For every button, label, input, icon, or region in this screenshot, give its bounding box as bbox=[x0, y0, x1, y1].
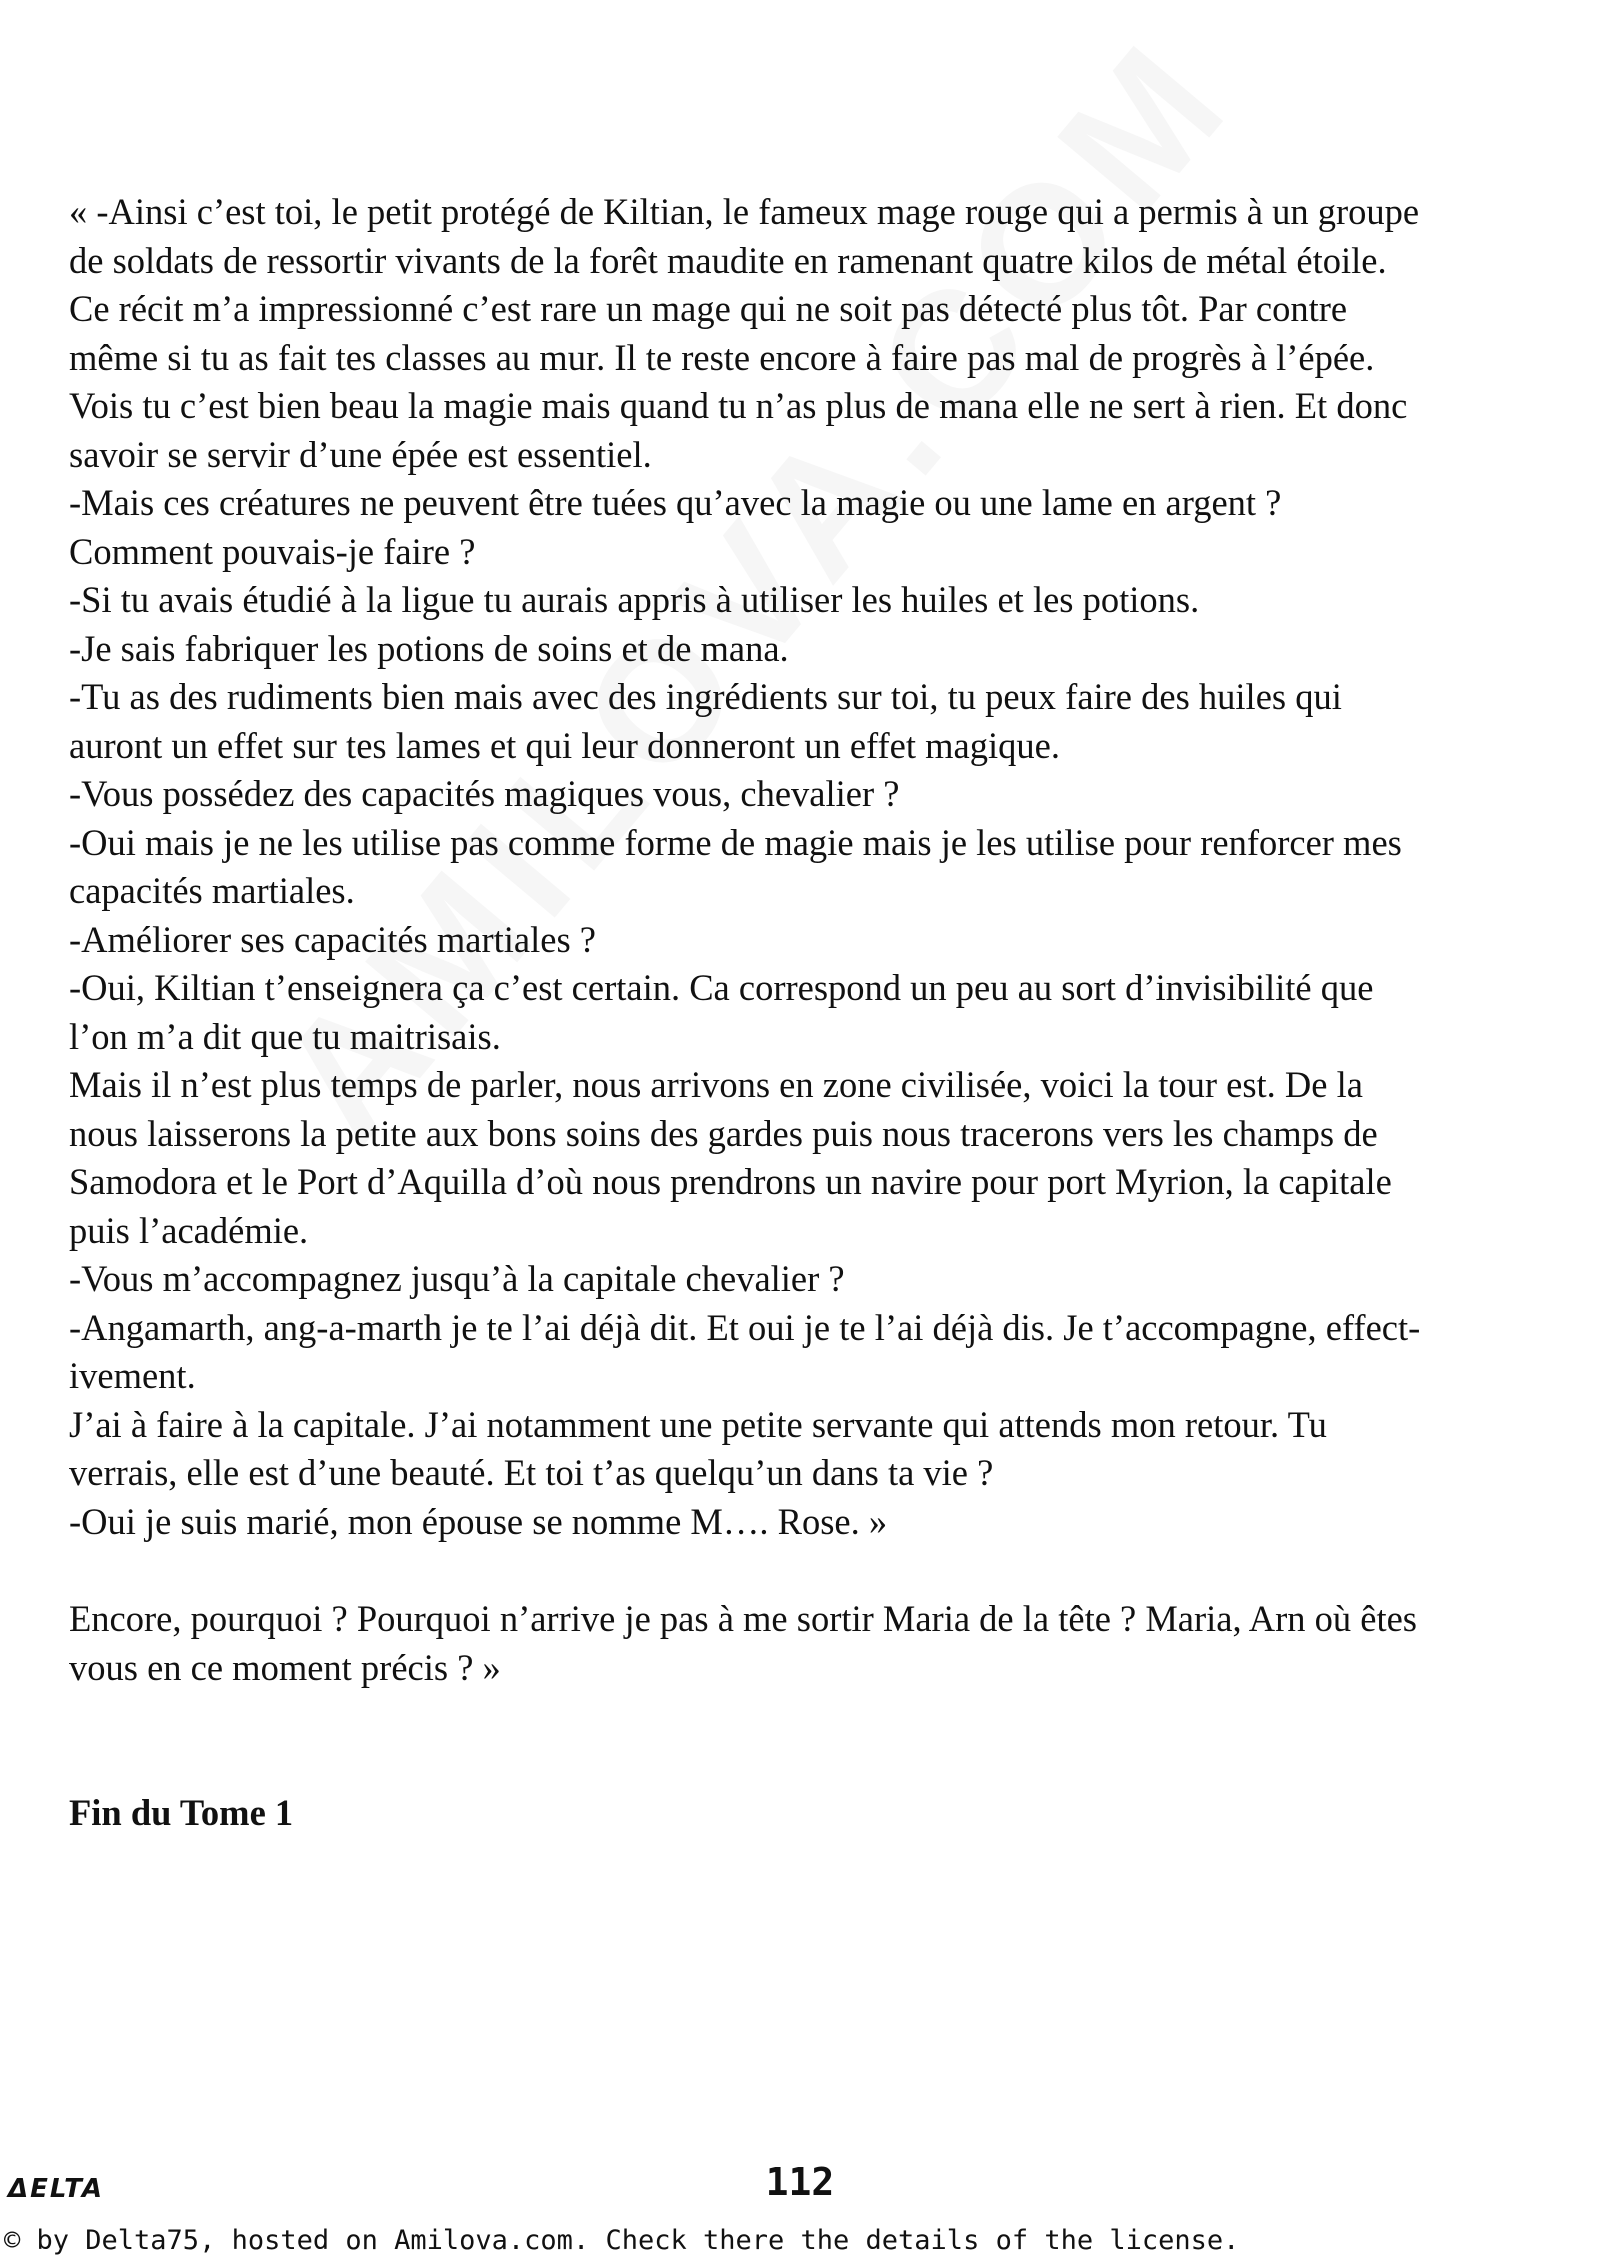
section-gap bbox=[69, 1692, 1584, 1789]
dialogue-paragraph bbox=[69, 188, 1584, 1546]
text-line: -Je sais fabriquer les potions de soins et de mana. bbox=[69, 627, 789, 669]
text-line: vous en ce moment précis ? » bbox=[69, 1646, 501, 1688]
delta-logo: ΔELTA bbox=[8, 2174, 104, 2204]
text-line: même si tu as fait tes classes au mur. Il te reste encore à faire pas mal de progrès à l’épée. bbox=[69, 336, 1375, 378]
text-line: auront un effet sur tes lames et qui leur donneront un effet magique. bbox=[69, 724, 1060, 766]
text-line: -Améliorer ses capacités martiales ? bbox=[69, 918, 596, 960]
page-number: 112 bbox=[765, 2160, 835, 2204]
text-line: -Tu as des rudiments bien mais avec des ingrédients sur toi, tu peux faire des huiles qui bbox=[69, 676, 1342, 717]
text-line: « -Ainsi c’est toi, le petit protégé de Kiltian, le fameux mage rouge qui a permis à un groupe bbox=[69, 191, 1420, 232]
text-line: -Oui je suis marié, mon épouse se nomme M…. Rose. » bbox=[69, 1500, 888, 1542]
text-line: savoir se servir d’une épée est essentiel. bbox=[69, 433, 652, 475]
paragraph-gap bbox=[69, 1546, 1584, 1595]
text-line: J’ai à faire à la capitale. J’ai notamment une petite servante qui attends mon retour. Tu bbox=[69, 1403, 1327, 1445]
text-line: Comment pouvais-je faire ? bbox=[69, 530, 476, 572]
page-body bbox=[69, 188, 1584, 1838]
text-line: Mais il n’est plus temps de parler, nous arrivons en zone civilisée, voici la tour est. De la bbox=[69, 1064, 1363, 1105]
text-line: puis l’académie. bbox=[69, 1209, 309, 1251]
text-line: -Vous possédez des capacités magiques vous, chevalier ? bbox=[69, 773, 900, 814]
text-line: verrais, elle est d’une beauté. Et toi t’as quelqu’un dans ta vie ? bbox=[69, 1452, 994, 1493]
text-line: de soldats de ressortir vivants de la forêt maudite en ramenant quatre kilos de métal étoile. bbox=[69, 239, 1387, 281]
end-of-volume-title: Fin du Tome 1 bbox=[69, 1792, 294, 1833]
text-line: -Oui mais je ne les utilise pas comme forme de magie mais je les utilise pour renforcer mes bbox=[69, 821, 1402, 863]
text-line: -Mais ces créatures ne peuvent être tuées qu’avec la magie ou une lame en argent ? bbox=[69, 482, 1282, 523]
text-line: -Si tu avais étudié à la ligue tu aurais appris à utiliser les huiles et les potions. bbox=[69, 579, 1200, 620]
text-line: Ce récit m’a impressionné c’est rare un mage qui ne soit pas détecté plus tôt. Par contre bbox=[69, 288, 1348, 329]
text-line: capacités martiales. bbox=[69, 870, 355, 911]
text-line: l’on m’a dit que tu maitrisais. bbox=[69, 1015, 501, 1057]
license-notice: © by Delta75, hosted on Amilova.com. Check there the details of the license. bbox=[4, 2225, 1240, 2256]
text-line: Vois tu c’est bien beau la magie mais quand tu n’as plus de mana elle ne sert à rien. Et donc bbox=[69, 385, 1408, 426]
text-line: ivement. bbox=[69, 1355, 196, 1396]
text-line: -Angamarth, ang-a-marth je te l’ai déjà dit. Et oui je te l’ai déjà dis. Je t’accompagne, effect- bbox=[69, 1306, 1421, 1348]
text-line: -Oui, Kiltian t’enseignera ça c’est certain. Ca correspond un peu au sort d’invisibilité que bbox=[69, 967, 1374, 1008]
text-line: Encore, pourquoi ? Pourquoi n’arrive je pas à me sortir Maria de la tête ? Maria, Arn où êtes bbox=[69, 1598, 1418, 1639]
text-line: -Vous m’accompagnez jusqu’à la capitale chevalier ? bbox=[69, 1258, 845, 1299]
text-line: Samodora et le Port d’Aquilla d’où nous prendrons un navire pour port Myrion, la capitale bbox=[69, 1161, 1392, 1202]
closing-paragraph bbox=[69, 1595, 1584, 1692]
text-line: nous laisserons la petite aux bons soins des gardes puis nous tracerons vers les champs de bbox=[69, 1112, 1378, 1154]
